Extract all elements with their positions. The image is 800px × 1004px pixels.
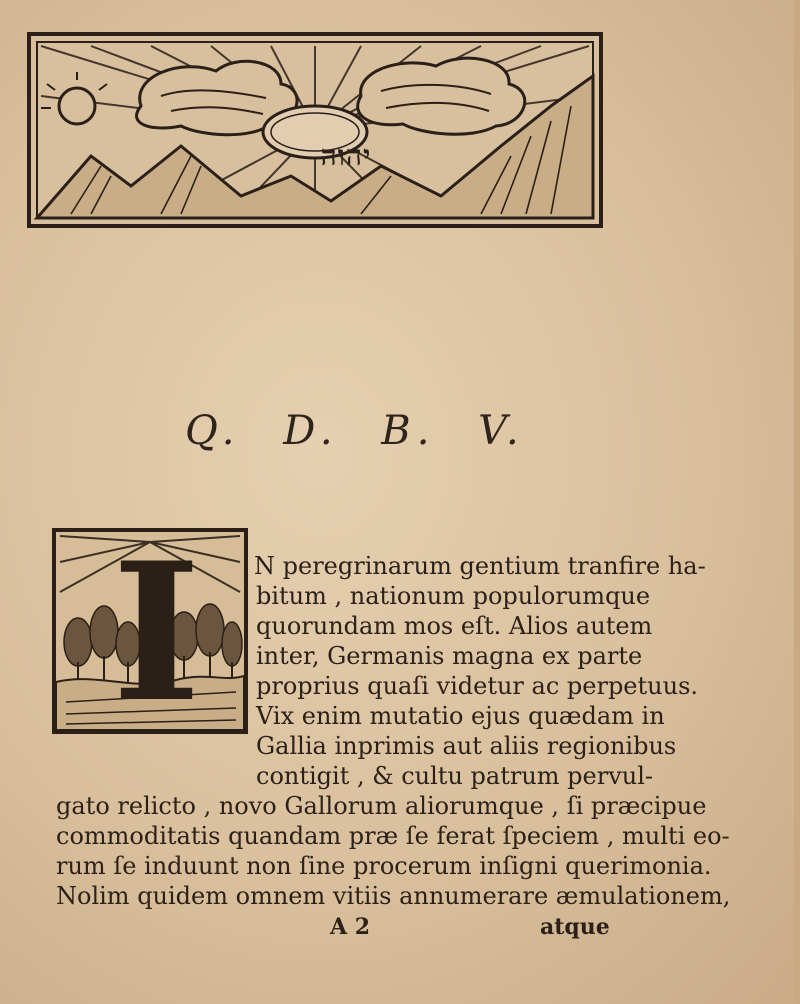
decorated-initial <box>52 528 248 734</box>
headpiece-engraving <box>31 36 599 224</box>
text-line: Nolim quidem omnem vitiis annumerare æmulationem, <box>56 882 731 910</box>
text-line: commoditatis quandam præ ſe ferat ſpeciem , multi eo- <box>56 822 730 850</box>
catchword: atque <box>540 914 610 940</box>
text-line: gato relicto , novo Gallorum aliorumque , ſi præcipue <box>56 792 707 820</box>
text-line: Gallia inprimis aut aliis regionibus <box>256 732 677 760</box>
text-line: Vix enim mutatio ejus quædam in <box>256 702 665 730</box>
signature-mark: A 2 <box>330 914 371 940</box>
text-line: quorundam mos eſt. Alios autem <box>256 612 653 640</box>
tetragrammaton-label: יהוה <box>320 139 372 172</box>
text-line: inter, Germanis magna ex parte <box>256 642 643 670</box>
text-line: rum ſe induunt non ſine procerum inſigni querimonia. <box>56 852 712 880</box>
woodcut-headpiece <box>27 32 603 228</box>
text-line: N peregrinarum gentium tranfire ha- <box>254 552 706 580</box>
text-line: contigit , & cultu patrum pervul- <box>256 762 654 790</box>
text-line: proprius quaſi videtur ac perpetuus. <box>256 672 699 700</box>
initial-letter: I <box>112 528 201 734</box>
text-line: bitum , nationum populorumque <box>256 582 651 610</box>
page-edge <box>794 0 800 1004</box>
page-heading: Q. D. B. V. <box>185 408 525 454</box>
